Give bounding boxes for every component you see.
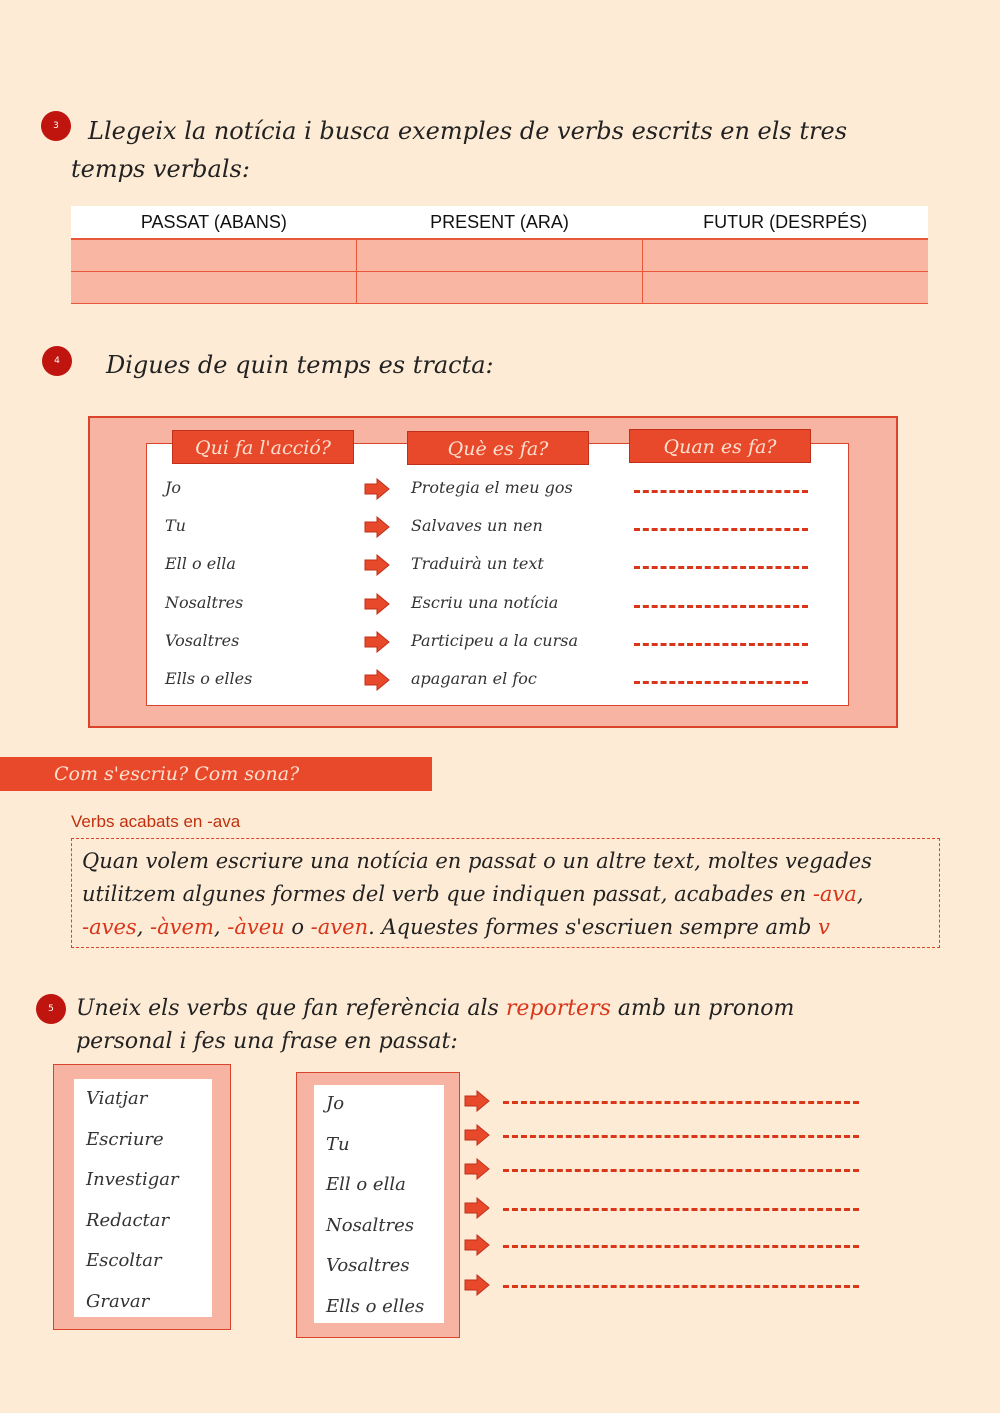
what-label: Protegia el meu gos: [411, 478, 573, 497]
verb-item[interactable]: Investigar: [86, 1169, 179, 1191]
exercise-instruction-cont: temps verbals:: [71, 155, 250, 183]
sentence-line[interactable]: [503, 1101, 859, 1104]
answer-line[interactable]: [634, 528, 808, 531]
who-label: Nosaltres: [165, 592, 244, 612]
arrow-right-icon: [464, 1197, 490, 1223]
arrow-right-icon: [464, 1090, 490, 1116]
pronouns-list: [296, 1072, 460, 1338]
pronoun-item[interactable]: Tu: [326, 1133, 350, 1155]
verb-tense-table: [71, 206, 928, 302]
arrow-right-icon: [464, 1124, 490, 1150]
answer-cell[interactable]: [643, 240, 928, 271]
verb-item[interactable]: Redactar: [86, 1209, 170, 1231]
section-subtitle: Verbs acabats en -ava: [71, 812, 241, 831]
answer-line[interactable]: [634, 605, 808, 608]
rule-line: -aves, -àvem, -àveu o -aven. Aquestes formes s'escriuen sempre amb v: [82, 915, 830, 939]
arrow-right-icon: [364, 593, 390, 619]
what-label: Participeu a la cursa: [411, 630, 578, 650]
arrow-right-icon: [364, 631, 390, 657]
section-banner: Com s'escriu? Com sona?: [0, 757, 432, 791]
what-label: apagaran el foc: [411, 669, 537, 688]
header-when: Quan es fa?: [629, 429, 811, 463]
who-label: Tu: [165, 516, 186, 536]
answer-line[interactable]: [634, 490, 808, 493]
arrow-right-icon: [364, 478, 390, 504]
verb-item[interactable]: Viatjar: [86, 1088, 148, 1109]
arrow-right-icon: [464, 1274, 490, 1300]
who-label: Jo: [165, 478, 182, 497]
answer-cell[interactable]: [643, 272, 928, 303]
verbs-list: [53, 1064, 231, 1330]
answer-line[interactable]: [634, 566, 808, 569]
arrow-right-icon: [464, 1234, 490, 1260]
exercise-number-badge: 3: [41, 111, 71, 141]
arrow-right-icon: [364, 669, 390, 695]
pronoun-item[interactable]: Ell o ella: [326, 1174, 406, 1196]
who-label: Ells o elles: [165, 669, 253, 688]
exercise-instruction-cont: personal i fes una frase en passat:: [76, 1029, 458, 1054]
what-label: Escriu una notícia: [411, 592, 559, 612]
sentence-line[interactable]: [503, 1208, 859, 1211]
answer-cell[interactable]: [71, 272, 357, 303]
exercise-number-badge: 5: [36, 994, 66, 1024]
arrow-right-icon: [364, 516, 390, 542]
answer-cell[interactable]: [357, 240, 643, 271]
sentence-line[interactable]: [503, 1245, 859, 1248]
rule-line: Quan volem escriure una notícia en passat o un altre text, moltes vegades: [82, 849, 872, 873]
pronoun-item[interactable]: Vosaltres: [326, 1255, 410, 1277]
header-who: Qui fa l'acció?: [172, 430, 354, 464]
verb-item[interactable]: Escriure: [86, 1128, 164, 1150]
arrow-right-icon: [364, 554, 390, 580]
what-label: Traduirà un text: [411, 554, 544, 574]
exercise-number-badge: 4: [42, 346, 72, 376]
column-header-future: FUTUR (DESRPÉS): [703, 212, 868, 232]
exercise-instruction: Llegeix la notícia i busca exemples de verbs escrits en els tres: [88, 117, 848, 145]
rule-box: [71, 838, 940, 948]
who-label: Ell o ella: [165, 554, 236, 574]
column-header-past: PASSAT (ABANS): [140, 212, 287, 232]
answer-cell[interactable]: [71, 240, 357, 271]
what-label: Salvaves un nen: [411, 516, 543, 536]
exercise-instruction: Uneix els verbs que fan referència als reporters amb un pronom: [76, 996, 795, 1021]
pronoun-item[interactable]: Jo: [326, 1093, 345, 1114]
answer-line[interactable]: [634, 681, 808, 684]
header-what: Què es fa?: [407, 431, 589, 465]
answer-line[interactable]: [634, 643, 808, 646]
rule-line: utilitzem algunes formes del verb que indiquen passat, acabades en -ava,: [82, 882, 864, 906]
table-row: [71, 272, 928, 304]
pronoun-item[interactable]: Nosaltres: [326, 1214, 415, 1236]
verb-item[interactable]: Gravar: [86, 1291, 150, 1312]
column-header-present: PRESENT (ARA): [430, 212, 569, 232]
who-label: Vosaltres: [165, 630, 240, 650]
sentence-line[interactable]: [503, 1285, 859, 1288]
pronoun-item[interactable]: Ells o elles: [326, 1296, 425, 1317]
sentence-line[interactable]: [503, 1169, 859, 1172]
verb-item[interactable]: Escoltar: [86, 1250, 162, 1272]
table-row: [71, 240, 928, 272]
answer-cell[interactable]: [357, 272, 643, 303]
arrow-right-icon: [464, 1158, 490, 1184]
sentence-line[interactable]: [503, 1135, 859, 1138]
exercise-instruction: Digues de quin temps es tracta:: [106, 351, 494, 379]
